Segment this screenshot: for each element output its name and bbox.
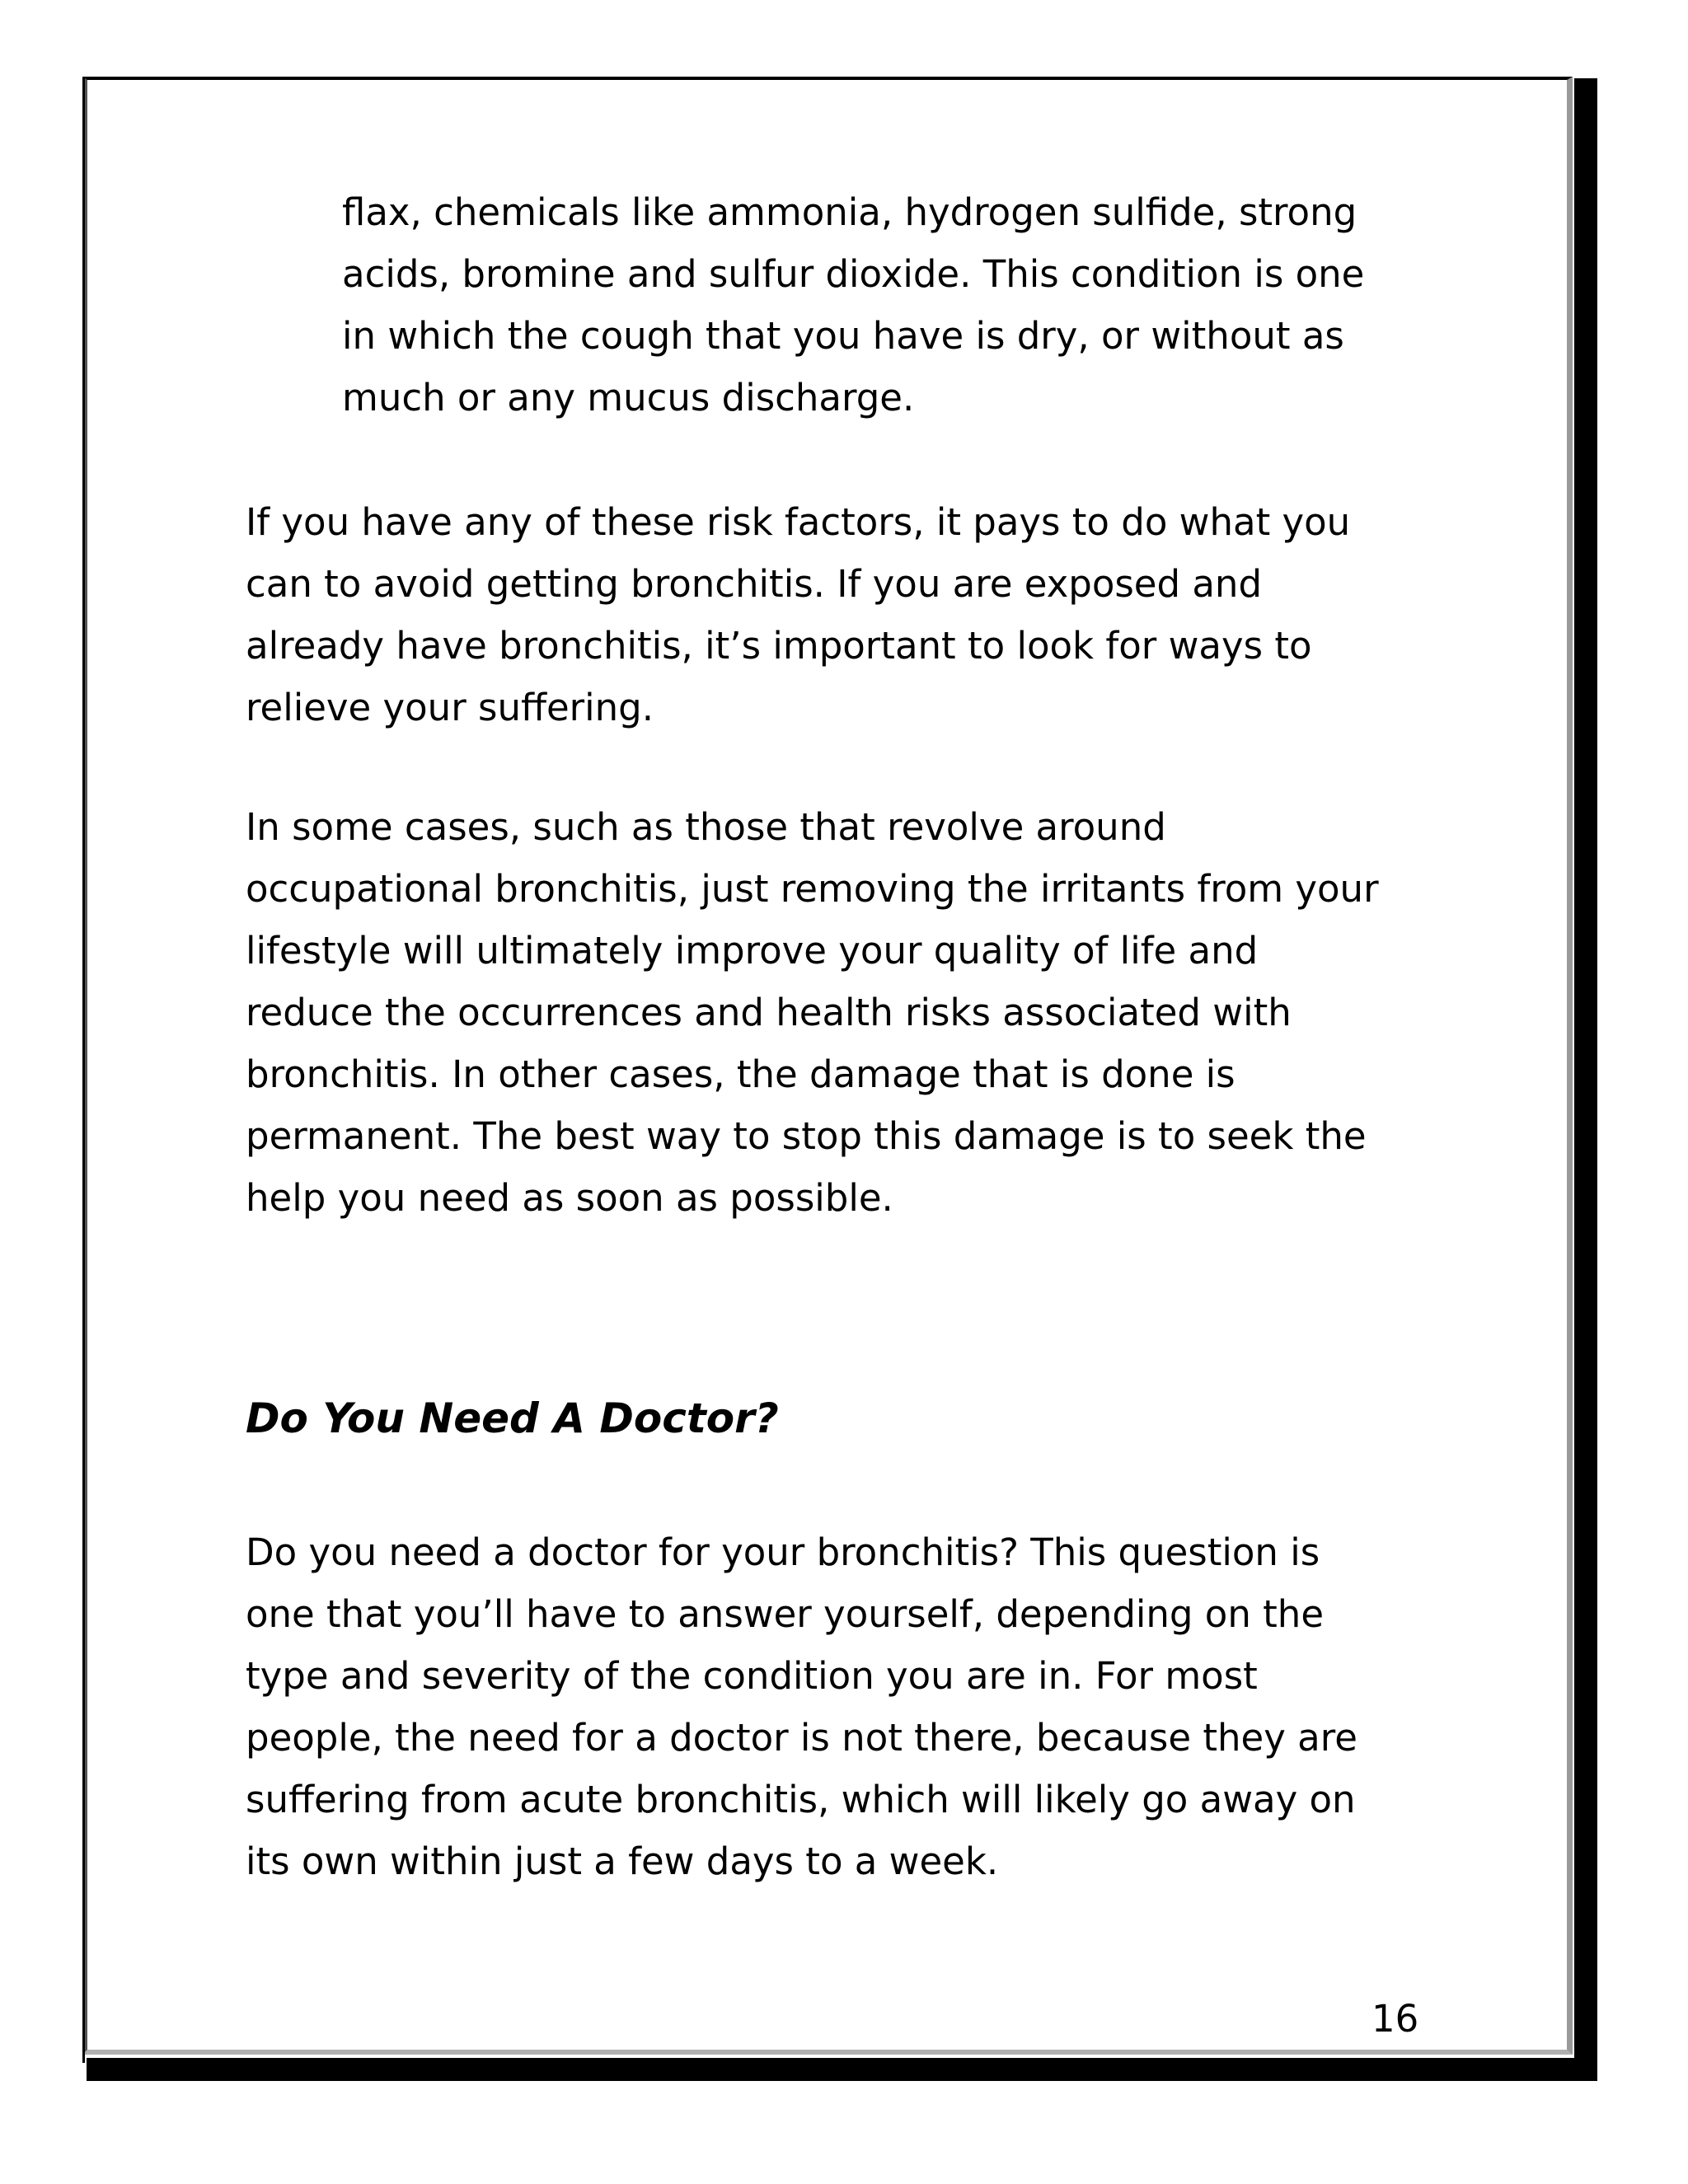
text-line: flax, chemicals like ammonia, hydrogen sulfide, strong (342, 190, 1357, 234)
page-number: 16 (1372, 1997, 1419, 2041)
text-line: can to avoid getting bronchitis. If you are exposed and (246, 562, 1263, 606)
text-line: bronchitis. In other cases, the damage that is done is (246, 1052, 1236, 1096)
text-line: acids, bromine and sulfur dioxide. This condition is one (342, 252, 1365, 296)
text-line: In some cases, such as those that revolve around (246, 805, 1166, 849)
text-line: suffering from acute bronchitis, which will likely go away on (246, 1778, 1356, 1821)
paragraph-need-doctor (246, 1521, 1357, 1892)
indented-paragraph (342, 181, 1364, 429)
text-line: help you need as soon as possible. (246, 1176, 893, 1220)
paragraph-risk-factors (246, 491, 1350, 738)
text-line: If you have any of these risk factors, it pays to do what you (246, 500, 1351, 544)
text-line: reduce the occurrences and health risks associated with (246, 991, 1292, 1034)
text-line: much or any mucus discharge. (342, 376, 915, 419)
text-line: already have bronchitis, it’s important to look for ways to (246, 624, 1312, 668)
text-line: its own within just a few days to a week. (246, 1840, 999, 1883)
text-line: in which the cough that you have is dry, or without as (342, 314, 1344, 358)
text-line: permanent. The best way to stop this damage is to seek the (246, 1114, 1367, 1158)
text-line: type and severity of the condition you are in. For most (246, 1654, 1258, 1698)
page-shadow-right (1574, 78, 1597, 2081)
text-line: lifestyle will ultimately improve your quality of life and (246, 929, 1259, 972)
text-line: Do you need a doctor for your bronchitis? This question is (246, 1530, 1320, 1574)
text-line: relieve your suffering. (246, 686, 654, 729)
paragraph-occupational (246, 796, 1379, 1229)
section-heading: Do You Need A Doctor? (246, 1394, 779, 1442)
page-shadow-bottom (87, 2058, 1597, 2081)
text-line: people, the need for a doctor is not there, because they are (246, 1716, 1357, 1760)
text-line: occupational bronchitis, just removing the irritants from your (246, 867, 1379, 911)
text-line: one that you’ll have to answer yourself, depending on the (246, 1592, 1325, 1636)
page-frame-left-edge (82, 77, 85, 2063)
